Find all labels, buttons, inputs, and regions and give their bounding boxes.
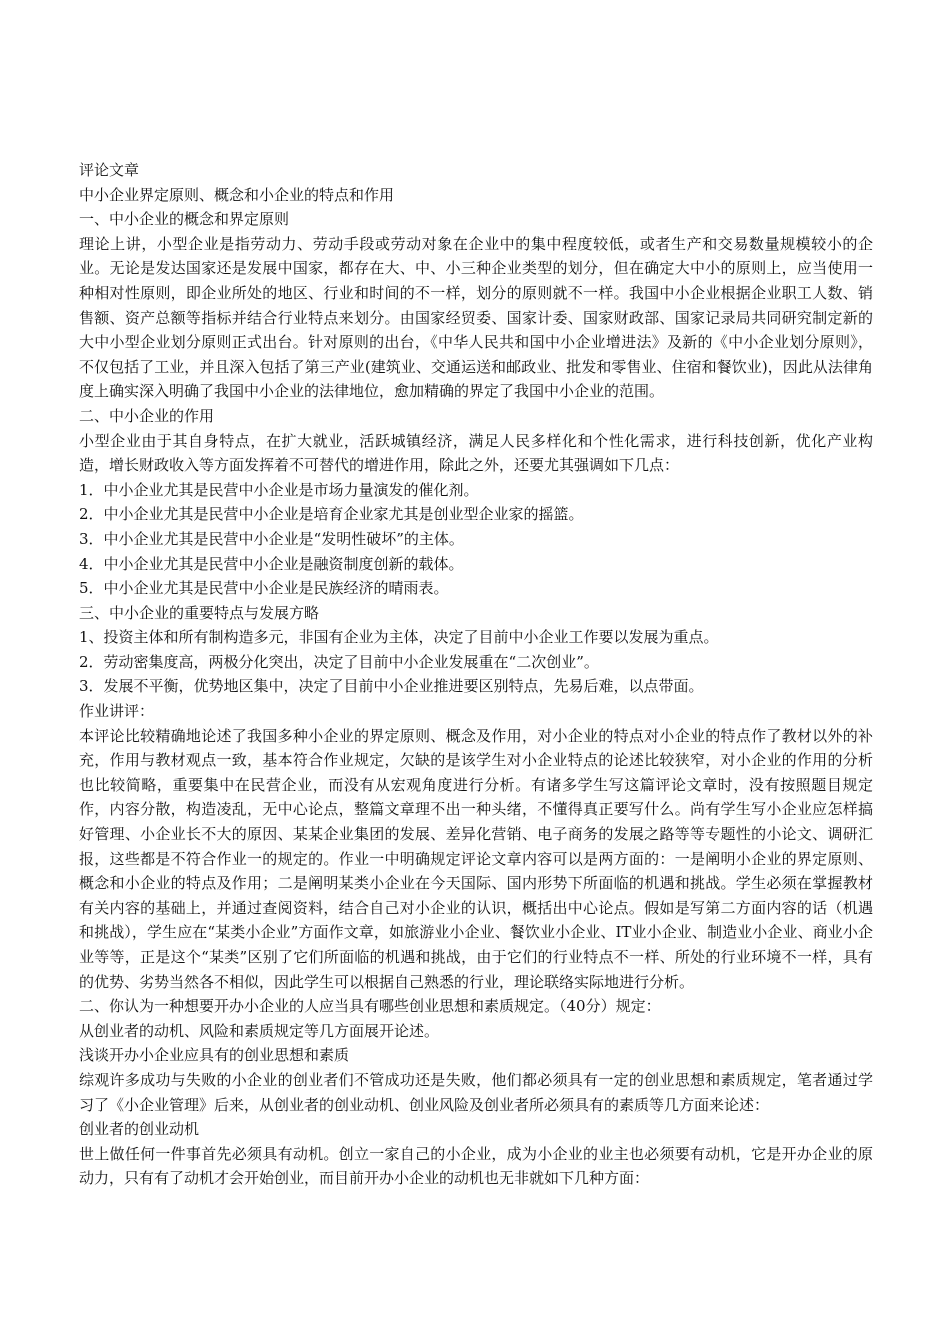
- section-heading-2: 二、中小企业的作用: [79, 406, 215, 425]
- section-heading-1: 一、中小企业的概念和界定原则: [79, 210, 290, 229]
- list-item: 5．中小企业尤其是民营中小企业是民族经济的晴雨表。: [79, 579, 449, 598]
- list-item: 2．中小企业尤其是民营中小企业是培育企业家尤其是创业型企业家的摇篮。: [79, 505, 584, 524]
- essay-title: 浅谈开办小企业应具有的创业思想和素质: [79, 1046, 350, 1065]
- doc-title: 中小企业界定原则、概念和小企业的特点和作用: [79, 185, 395, 204]
- document-page: [79, 158, 873, 1191]
- list-item: 1．中小企业尤其是民营中小企业是市场力量演发的催化剂。: [79, 480, 479, 499]
- body-paragraph: 综观许多成功与失败的小企业的创业者们不管成功还是失败，他们都必须具有一定的创业思想和素质规定，笔者通过学习了《小企业管理》后来，从创业者的创业动机、创业风险及创业者所必须具有的素质等几方面来论述：: [79, 1070, 873, 1114]
- body-paragraph: 从创业者的动机、风险和素质规定等几方面展开论述。: [79, 1021, 440, 1040]
- question-heading: 二、你认为一种想要开办小企业的人应当具有哪些创业思想和素质规定。（40分）规定：: [79, 997, 661, 1016]
- subsection-heading: 创业者的创业动机: [79, 1120, 200, 1139]
- body-paragraph: 本评论比较精确地论述了我国多种小企业的界定原则、概念及作用，对小企业的特点对小企业的特点作了教材以外的补充，作用与教材观点一致，基本符合作业规定，欠缺的是该学生对小企业特点的论述比较狭窄，对小企业的作用的分析也比较简略，重要集中在民营企业，而没有从宏观角度进行分析。有诸多学生写这篇评论文章时，没有按照题目规定作，内容分散，构造凌乱，无中心论点，整篇文章理不出一种头绪，不懂得真正要写什么。尚有学生写小企业应怎样搞好管理、小企业长不大的原因、某某企业集团的发展、差异化营销、电子商务的发展之路等等专题性的小论文、调研汇报，这些都是不符合作业一的规定的。作业一中明确规定评论文章内容可以是两方面的：一是阐明小企业的界定原则、概念和小企业的特点及作用；二是阐明某类小企业在今天国际、国内形势下所面临的机遇和挑战。学生必须在掌握教材有关内容的基础上，并通过查阅资料，结合自己对小企业的认识，概括出中心论点。假如是写第二方面内容的话（机遇和挑战），学生应在“某类小企业”方面作文章，如旅游业小企业、餐饮业小企业、IT业小企业、制造业小企业、商业小企业等等，正是这个“某类”区别了它们所面临的机遇和挑战，由于它们的行业特点不一样、所处的行业环境不一样，具有的优势、劣势当然各不相似，因此学生可以根据自己熟悉的行业，理论联络实际地进行分析。: [79, 726, 873, 991]
- doc-heading: 评论文章: [79, 161, 140, 179]
- body-paragraph: 世上做任何一件事首先必须具有动机。创立一家自己的小企业，成为小企业的业主也必须要有动机，它是开办企业的原动力，只有有了动机才会开始创业，而目前开办小企业的动机也无非就如下几种方面：: [79, 1144, 873, 1188]
- body-paragraph: 小型企业由于其自身特点，在扩大就业，活跃城镇经济，满足人民多样化和个性化需求，进行科技创新，优化产业构造，增长财政收入等方面发挥着不可替代的增进作用，除此之外，还要尤其强调如下几点：: [79, 431, 873, 475]
- review-heading: 作业讲评：: [79, 702, 155, 721]
- list-item: 3．中小企业尤其是民营中小企业是“发明性破坏”的主体。: [79, 529, 464, 548]
- list-item: 2．劳动密集度高，两极分化突出，决定了目前中小企业发展重在“二次创业”。: [79, 652, 599, 671]
- list-item: 1、投资主体和所有制构造多元，非国有企业为主体，决定了目前中小企业工作要以发展为重点。: [79, 628, 719, 647]
- list-item: 3．发展不平衡，优势地区集中，决定了目前中小企业推进要区别特点，先易后难，以点带面。: [79, 677, 704, 696]
- section-heading-3: 三、中小企业的重要特点与发展方略: [79, 603, 320, 622]
- body-paragraph: 理论上讲，小型企业是指劳动力、劳动手段或劳动对象在企业中的集中程度较低，或者生产和交易数量规模较小的企业。无论是发达国家还是发展中国家，都存在大、中、小三种企业类型的划分，但在确定大中小的原则上，应当使用一种相对性原则，即企业所处的地区、行业和时间的不一样，划分的原则就不一样。我国中小企业根据企业职工人数、销售额、资产总额等指标并结合行业特点来划分。由国家经贸委、国家计委、国家财政部、国家记录局共同研究制定新的大中小型企业划分原则正式出台。针对原则的出台，《中华人民共和国中小企业增进法》及新的《中小企业划分原则》，不仅包括了工业，并且深入包括了第三产业(建筑业、交通运送和邮政业、批发和零售业、住宿和餐饮业)，因此从法律角度上确实深入明确了我国中小企业的法律地位，愈加精确的界定了我国中小企业的范围。: [79, 234, 873, 401]
- list-item: 4．中小企业尤其是民营中小企业是融资制度创新的载体。: [79, 554, 464, 573]
